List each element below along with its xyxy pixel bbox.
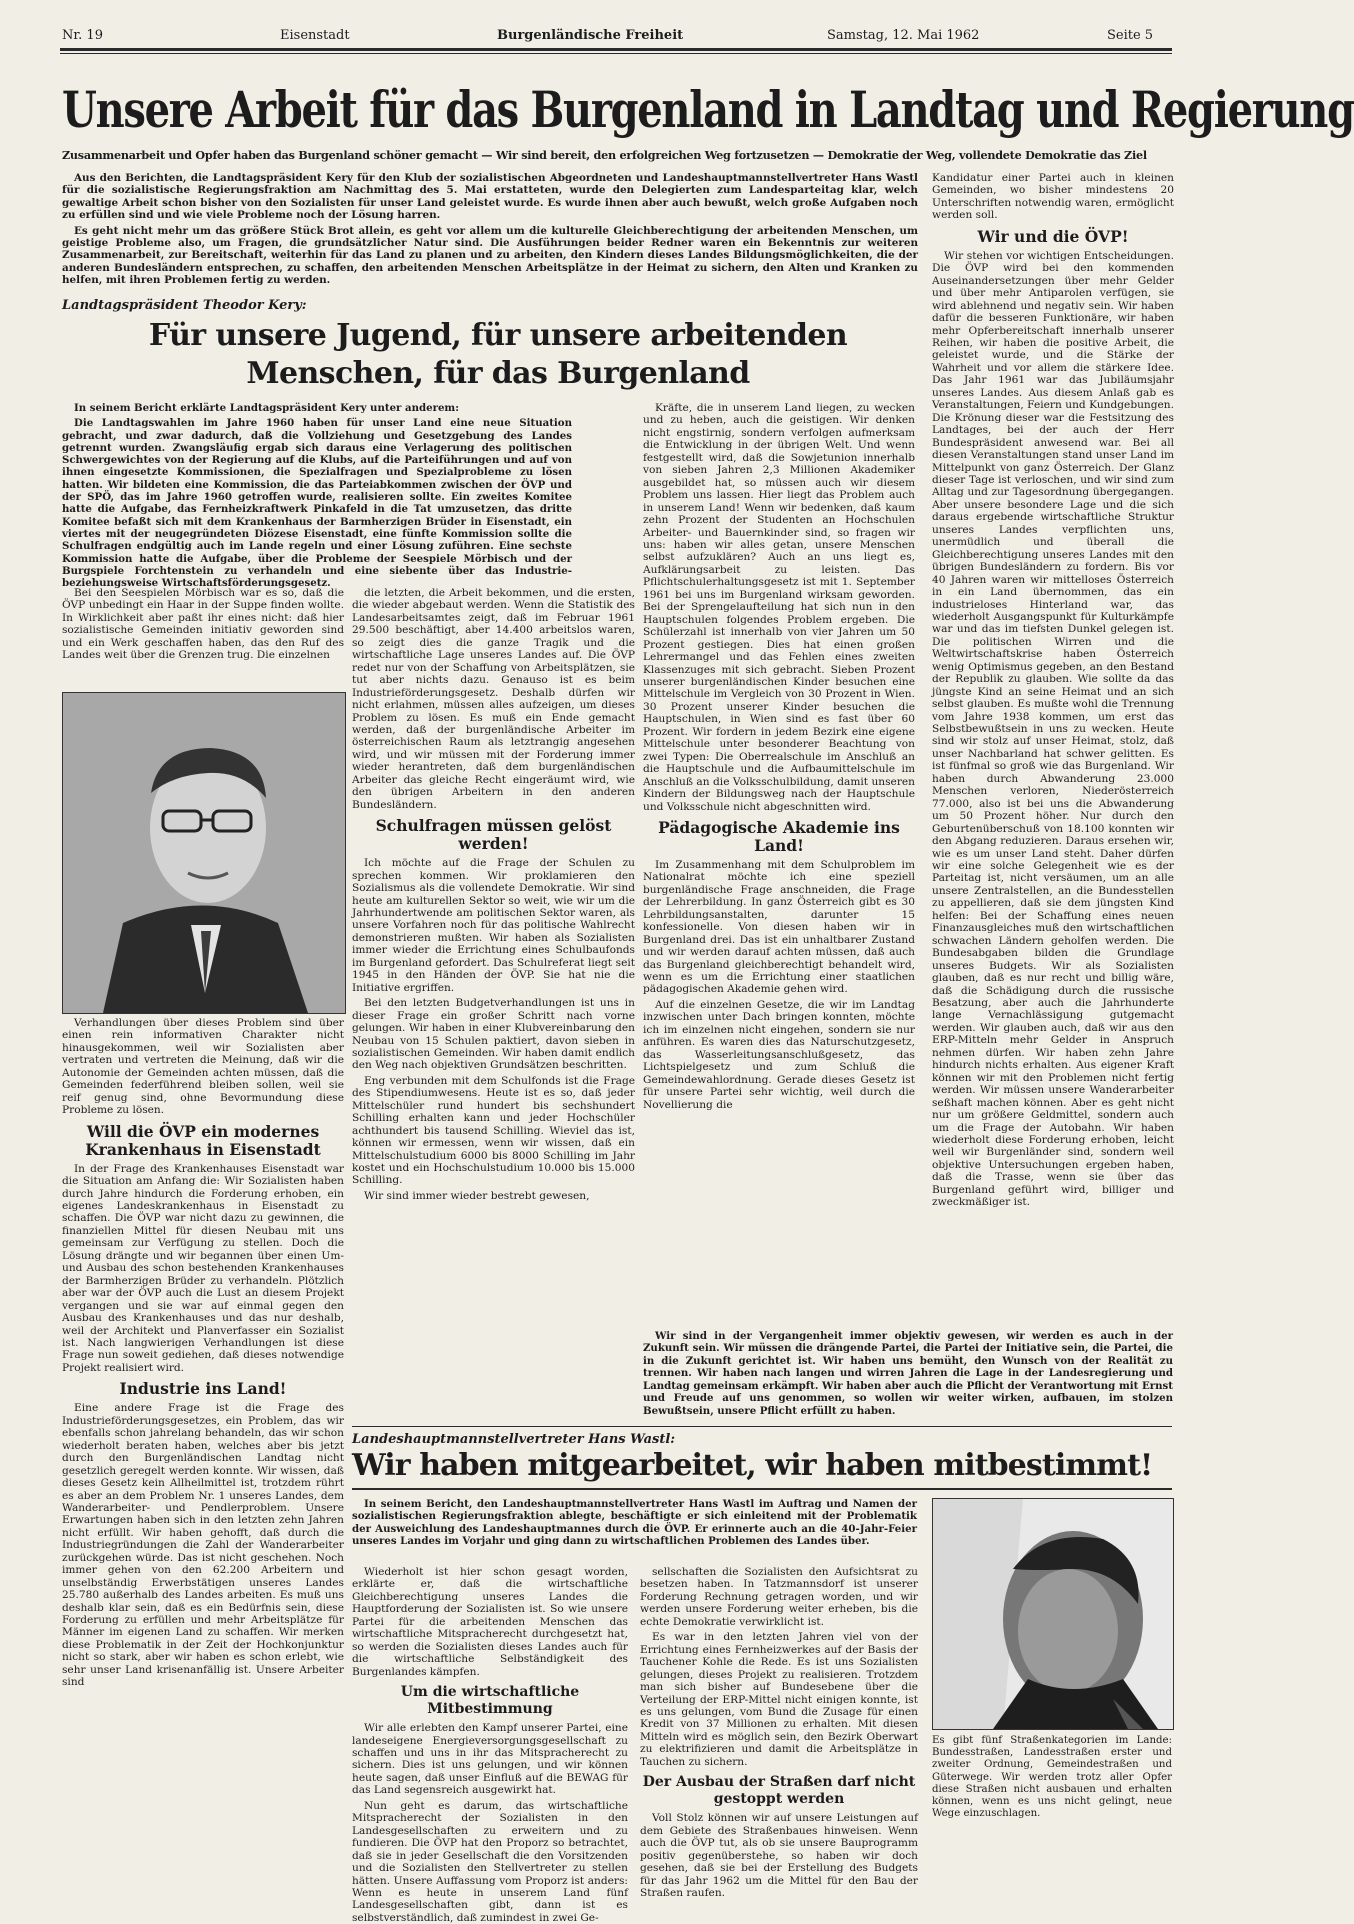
subhead-akademie: Pädagogische Akademie ins Land! (658, 817, 900, 855)
paragraph: Es war in den letzten Jahren viel von der Errichtung eines Fernheizwerkes auf der Basis der Tauchener Kohle die Rede. Es ist uns Sozialisten gelungen, dieses Projekt zu realisieren. Trotzdem man sich bisher auf Bundesebene über die Verteilung der ERP-Mittel nicht einigen konnte, ist es uns gelungen, vom Bund die Zusage für einen Kredit von 37 Millionen zu erhalten. Mit diesen Mitteln wird es möglich sein, den Bezirk Oberwart zu elektrifizieren und damit die Arbeitsplätze in Tauchen zu sichern. (640, 1631, 918, 1768)
kery-lead (62, 402, 572, 590)
page-number: Seite 5 (1107, 28, 1154, 43)
subhead-industrie: Industrie ins Land! (119, 1379, 287, 1399)
subhead-mitbestimmung: Um die wirtschaftliche Mitbestimmung (400, 1684, 580, 1718)
wastl-colA (352, 1566, 628, 1924)
subhead-krankenhaus: Will die ÖVP ein modernes Krankenhaus in Eisenstadt (85, 1121, 321, 1159)
section2-rule-top (352, 1426, 1172, 1427)
paragraph: Im Zusammenhang mit dem Schulproblem im Nationalrat möchte ich eine speziell burgenländische Frage anschneiden, die Frage der Lehrerbildung. In ganz Österreich gibt es 30 Lehrbildungsanstalten, darunter 15 konfessionelle. Von diesen haben wir in Burgenland drei. Das ist ein unhaltbarer Zustand und wir werden darauf achten müssen, daß auch das Burgenland gleichberechtigt behandelt wird, wenn es um die Errichtung einer staatlichen pädagogischen Akademie gehen wird. (643, 858, 915, 996)
wastl-colB (640, 1566, 918, 1899)
wastl-portrait (932, 1498, 1174, 1730)
sub-headline: Zusammenarbeit und Opfer haben das Burgenland schöner gemacht — Wir sind bereit, den erfolgreichen Weg fortzusetzen — Demokratie der Weg, vollendete Demokratie das Ziel (62, 148, 1147, 162)
issue-date: Samstag, 12. Mai 1962 (827, 28, 980, 43)
wastl-photo-caption: Es gibt fünf Straßenkategorien im Lande: Bundesstraßen, Landesstraßen erster und zweiter Ordnung, Gemeindestraßen und Güterwege. Wir werden trotz aller Opfer diese Straßen nicht ausbauen und erhalten können, wenn es uns nicht gelingt, neue Wege einzuschlagen. (932, 1735, 1172, 1820)
paragraph: Wir sind immer wieder bestrebt gewesen, (364, 1189, 590, 1202)
paragraph: Bei den letzten Budgetverhandlungen ist uns in dieser Frage ein großer Schritt nach vorne gelungen. Wir haben in einer Klubvereinbarung den Neubau von 15 Schulen paktiert, davon sieben in sozialistischen Gemeinden. Wir haben damit endlich den Weg nach objektiven Grundsätzen beschritten. (352, 997, 635, 1072)
subhead-wir-oevp: Wir und die ÖVP! (977, 226, 1129, 246)
section2-rule (352, 1488, 1172, 1490)
paragraph: In seinem Bericht, den Landeshauptmannstellvertreter Hans Wastl im Auftrag und Namen der sozialistischen Regierungsfraktion ablegte, beschäftigte er sich einleitend mit der Problematik der Ausweichlung des Landeshauptmannes durch die ÖVP. Er erinnerte auch an die 40-Jahr-Feier unseres Landes im Vorjahr und ging dann zu wirtschaftlichen Problemen des Landes über. (352, 1498, 917, 1548)
kery-portrait (62, 692, 346, 1014)
main-headline: Unsere Arbeit für das Burgenland in Landtag und Regierung (62, 80, 1354, 140)
masthead-rule-thin (60, 53, 1172, 54)
paragraph: sellschaften die Sozialisten den Aufsichtsrat zu besetzen haben. In Tatzmannsdorf ist unserer Forderung Rechnung getragen worden, und wir werden unsere Forderung weiter erheben, bis die echte Demokratie verwirklicht ist. (640, 1566, 918, 1628)
intro-paragraph: Aus den Berichten, die Landtagspräsident Kery für den Klub der sozialistischen Abgeordneten und Landeshauptmannstellvertreter Hans Wastl für die sozialistische Regierungsfraktion am Nachmittag des 5. Mai erstatteten, wurde den Delegierten zum Landesparteitag klar, welch gewaltige Arbeit schon bisher von den Sozialisten für unser Land geleistet wurde. Es wurde ihnen aber auch bewußt, welch große Aufgaben noch zu erfüllen sind und wie viele Probleme noch der Lösung harren. (62, 172, 918, 222)
paragraph: Kandidatur einer Partei auch in kleinen Gemeinden, wo bisher mindestens 20 Unterschriften notwendig waren, ermöglicht werden soll. (932, 172, 1174, 222)
paragraph: Voll Stolz können wir auf unsere Leistungen auf dem Gebiete des Straßenbaues hinweisen. Wenn auch die ÖVP tut, als ob sie unsere Bauprogramm positiv gegenüberstehe, so haben wir doch gesehen, daß sie bei der Erstellung des Budgets für das Jahr 1962 um die Mittel für den Bau der Straßen raufen. (640, 1812, 918, 1899)
wastl-headline: Wir haben mitgearbeitet, wir haben mitbestimmt! (352, 1448, 1153, 1483)
paragraph: In der Frage des Krankenhauses Eisenstadt war die Situation am Anfang die: Wir Sozialisten haben durch Jahre hindurch die Forderung erhoben, ein eigenes Landeskrankenhaus in Eisenstadt zu schaffen. Die ÖVP war nicht dazu zu gewinnen, die finanziellen Mittel für diesen Neubau mit uns gemeinsam zur Verfügung zu stellen. Doch die Lösung drängte und wir begannen über einen Um- und Ausbau des schon bestehenden Krankenhauses der Barmherzigen Brüder zu verhandeln. Plötzlich aber war der ÖVP auch die Lust an diesem Projekt vergangen und sie war auf einmal gegen den Ausbau des Krankenhauses und das nur deshalb, weil der Architekt und Planverfasser ein Sozialist ist. Nach langwierigen Verhandlungen ist diese Frage nun soweit gediehen, daß dieses notwendige Projekt realisiert wird. (62, 1162, 344, 1374)
intro-text (62, 172, 918, 288)
kery-col1-top (62, 587, 344, 677)
kery-col2 (352, 587, 635, 1322)
issue-number: Nr. 19 (62, 28, 103, 43)
lead-paragraph: Die Landtagswahlen im Jahre 1960 haben für unser Land eine neue Situation gebracht, und zwar dadurch, daß die Vollziehung und Gesetzgebung des Landes getrennt wurden. Zwangsläufig ergab sich daraus eine Verlagerung des politischen Schwergewichtes von der Regierung auf die Klubs, auf die Parteiführungen und auf von ihnen eingesetzte Kommissionen, die Spezialfragen und Spezialprobleme zu lösen hatten. Wir bildeten eine Kommission, die das Parteiabkommen zwischen der ÖVP und der SPÖ, das im Jahre 1960 getroffen wurde, realisieren sollte. Ein zweites Komitee hatte die Aufgabe, das Fernheizkraftwerk Pinkafeld in die Tat umzusetzen, das dritte Komitee befaßt sich mit dem Krankenhaus der Barmherzigen Brüder in Eisenstadt, ein viertes mit der neugegründeten Diözese Eisenstadt, eine fünfte Kommission sollte die Schulfragen endgültig auch im Lande regeln und einer Lösung zuführen. Eine sechste Kommission hatte die Aufgabe, über die Probleme der Seespiele Mörbisch und der Burgspiele Forchtenstein zu verhandeln und eine siebente über das Industrie- beziehungsweise Wirtschaftsförderungsgesetz. (62, 417, 572, 590)
paragraph: Bei den Seespielen Mörbisch war es so, daß die ÖVP unbedingt ein Haar in der Suppe finden wollte. In Wirklichkeit aber paßt ihr eines nicht: daß hier sozialistische Gemeinden initiativ geworden sind und ein Werk geschaffen haben, das den Ruf des Landes weit über die Grenzen trug. Die einzelnen (62, 587, 344, 662)
masthead (62, 28, 1172, 46)
kery-closing (643, 1330, 1173, 1422)
paragraph: Eng verbunden mit dem Schulfonds ist die Frage des Stipendiumwesens. Heute ist es so, daß jeder Mittelschüler rund hundert bis sechshundert Schilling erhalten kann und jeder Hochschüler achthundert bis tausend Schilling. Wieviel das ist, können wir ermessen, wenn wir wissen, daß ein Mittelschulstudium 6000 bis 8000 Schilling im Jahr kostet und ein Hochschulstudium 10.000 bis 15.000 Schilling. (352, 1074, 635, 1187)
paragraph: Wir stehen vor wichtigen Entscheidungen. Die ÖVP wird bei den kommenden Auseinandersetzungen über mehr Gelder und über mehr Antiparolen verfügen, sie wird ablehnend und negativ sein. Wir haben dafür die besseren Funktionäre, wir haben mehr Opferbereitschaft innerhalb unserer Reihen, wir haben die positive Arbeit, die geleistet wurde, und die Stärke der Wahrheit und vor allem die stärkere Idee. Das Jahr 1961 war das Jubiläumsjahr unseres Landes. Aus diesem Anlaß gab es Veranstaltungen, Feiern und Kundgebungen. Die Krönung dieser war die Festsitzung des Landtages, bei der auch der Herr Bundespräsident anwesend war. Bei all diesen Veranstaltungen stand unser Land im Mittelpunkt von ganz Österreich. Der Glanz dieser Tage ist verloschen, und wir sind zum Alltag und zur Tagesordnung übergegangen. Aber unsere besondere Lage und die sich daraus ergebende wirtschaftliche Struktur unseres Landes verpflichten uns, unermüdlich und überall die Gleichberechtigung unseres Landes mit den übrigen Bundesländern zu fordern. Bis vor 40 Jahren waren wir mittelloses Österreich in ein Land übernommen, das ein industrieloses Hinterland war, das wiederholt Ausgangspunkt für Kulturkämpfe war und das im tiefsten Dunkel gelegen ist. Die politischen Wirren und die Weltwirtschaftskrise haben Österreich wenig Optimismus gegeben, an den Bestand der Republik zu glauben. Wie sollte da das jüngste Kind an seine Heimat und an sich selbst glauben. Es mußte wohl die Trennung vom Jahre 1938 kommen, um erst das Selbstbewußtsein in uns zu wecken. Heute sind wir stolz auf unser Heimat, stolz, daß unser Nachbarland hat schwer gelitten. Es ist fünfmal so groß wie das Burgenland. Wir haben durch Abwanderung 23.000 Menschen verloren, Niederösterreich 77.000, also ist bei uns die Abwanderung um 50 Prozent höher. Nur durch den Geburtenüberschuß von 18.100 konnten wir den Abgang reduzieren. Daraus ersehen wir, wie es um unser Land steht. Daher dürfen wir eine solche Gelegenheit wie es der Parteitag ist, nicht versäumen, um an alle unsere Zentralstellen, an die Bundesstellen zu appellieren, daß sie dem jüngsten Kind helfen: Bei der Schaffung eines neuen Finanzausgleiches muß den wirtschaftlichen schwachen Ländern geholfen werden. Die Bundesabgaben bilden die Grundlage unseres Budgets. Wir als Sozialisten glauben, daß es nur recht und billig wäre, daß die Schädigung durch die russische Besatzung, aber auch die Jahrhunderte lange Vernachlässigung gutgemacht werden. Wir glauben auch, daß wir aus den ERP-Mitteln mehr Gelder in Anspruch nehmen dürfen. Wir haben zehn Jahre hindurch nichts erhalten. Aus eigener Kraft können wir mit den Problemen nicht fertig werden. Wir müssen unsere Wanderarbeiter seßhaft machen können. Aber es geht nicht nur um größere Geldmittel, sondern auch um die Frage der Autobahn. Wir haben wiederholt diese Forderung erhoben, leicht weil wir Burgenländer sind, sondern weil objektive Untersuchungen ergeben haben, daß die Trasse, wenn sie über das Burgenland geführt wird, billiger und zweckmäßiger ist. (932, 249, 1174, 1209)
paragraph: Nun geht es darum, das wirtschaftliche Mitspracherecht der Sozialisten in den Landesgesellschaften zu erweitern und zu fundieren. Die ÖVP hat den Proporz so betrachtet, daß sie in jeder Gesellschaft die den Vorsitzenden und die Sozialisten den Stellvertreter zu stellen hätten. Unsere Auffassung vom Proporz ist anders: Wenn es heute in unserem Land fünf Landesgesellschaften gibt, dann ist es selbstverständlich, daß zumindest in zwei Ge- (352, 1799, 628, 1924)
lead-paragraph: In seinem Bericht erklärte Landtagspräsident Kery unter anderem: (74, 402, 459, 414)
paragraph: Kräfte, die in unserem Land liegen, zu wecken und zu heben, auch die geistigen. Wir denken nicht engstirnig, sondern verfolgen aufmerksam die Entwicklung in der übrigen Welt. Und wenn festgestellt wird, daß die Sowjetunion innerhalb von sieben Jahren 2,3 Millionen Akademiker ausgebildet hat, so müssen auch wir diesem Problem uns lassen. Hier liegt das Problem auch in unserem Land! Wenn wir bedenken, daß kaum zehn Prozent der Studenten an Hochschulen Arbeiter- und Bauernkinder sind, so fragen wir uns: haben wir alles getan, unsere Menschen selbst aufzuklären? Auch an uns liegt es, Aufklärungsarbeit zu leisten. Das Pflichtschulerhaltungsgesetz ist mit 1. September 1961 bei uns im Burgenland wirksam geworden. Bei der Sprengelaufteilung hat sich nun in den Hauptschulen folgendes Problem ergeben. Die Schülerzahl ist innerhalb von vier Jahren um 50 Prozent gestiegen. Dies hat einen großen Lehrermangel und das Fehlen eines zweiten Klassenzuges mit sich gebracht. Sieben Prozent unserer burgenländischen Kinder besuchen eine Mittelschule im Vergleich von 30 Prozent in Wien. 30 Prozent unserer Kinder besuchen die Hauptschulen, in Wien sind es fast über 60 Prozent. Wir fordern in jedem Bezirk eine eigene Mittelschule unter besonderer Beachtung von zwei Typen: Die Oberrealschule im Anschluß an die Hauptschule und die Aufbaumittelschule im Anschluß an die Volksschulbildung, damit unseren Kindern der Bildungsweg nach der Hauptschule und Volksschule nicht abgeschnitten wird. (643, 402, 915, 813)
paragraph: Wir sind in der Vergangenheit immer objektiv gewesen, wir werden es auch in der Zukunft sein. Wir müssen die drängende Partei, die Partei der Initiative sein, die Partei, die in die Zukunft gerichtet ist. Wir haben uns bemüht, den Wunsch von der Realität zu trennen. Wir haben nach langen und wirren Jahren die Lage in der Landesregierung und Landtag gemeinsam erkämpft. Wir haben aber auch die Pflicht der Verantwortung mit Ernst und Freude auf uns genommen, so wollen wir weiter wirken, aufbauen, im stolzen Bewußtsein, unsere Pflicht erfüllt zu haben. (643, 1330, 1173, 1417)
paragraph: Auf die einzelnen Gesetze, die wir im Landtag inzwischen unter Dach bringen konnten, möchte ich im einzelnen nicht eingehen, sondern sie nur anführen. Es waren dies das Naturschutzgesetz, das Wasserleitungsanschlußgesetz, das Lichtspielgesetz und zum Schluß die Gemeindewahlordnung. Gerade dieses Gesetz ist für unsere Partei sehr wichtig, weil durch die Novellierung die (643, 998, 915, 1111)
paper-name: Burgenländische Freiheit (497, 28, 684, 43)
paragraph: Verhandlungen über dieses Problem sind über einen rein informativen Charakter nicht hinausgekommen, weil wir Sozialisten aber vertraten und vertreten die Meinung, daß wir die Autonomie der Gemeinden achten müssen, daß die Gemeinden federführend bleiben sollen, weil sie reif genug sind, ohne Bevormundung diese Probleme zu lösen. (62, 1017, 344, 1117)
intro-paragraph: Es geht nicht mehr um das größere Stück Brot allein, es geht vor allem um die kulturelle Gleichberechtigung der arbeitenden Menschen, um geistige Probleme also, um Fragen, die grundsätzlicher Natur sind. Die Ausführungen beider Redner waren ein Bekenntnis zur weiteren Zusammenarbeit, zur Bereitschaft, weiterhin für das Land zu planen und zu arbeiten, den Kindern dieses Landes Bildungsmöglichkeiten, die der anderen Bundesländern entsprechen, zu schaffen, den arbeitenden Menschen Arbeitsplätze in der Heimat zu sichern, den Alten und Kranken zu helfen, mit ihren Problemen fertig zu werden. (62, 224, 918, 287)
kery-kicker: Landtagspräsident Theodor Kery: (62, 298, 307, 313)
kery-headline-line2: Menschen, für das Burgenland (246, 356, 750, 391)
wastl-kicker: Landeshauptmannstellvertreter Hans Wastl: (352, 1432, 676, 1447)
subhead-schulfragen: Schulfragen müssen gelöst werden! (375, 816, 612, 854)
paragraph: Ich möchte auf die Frage der Schulen zu sprechen kommen. Wir proklamieren den Sozialismus als die vollendete Demokratie. Wir sind heute am kulturellen Sektor so weit, wie wir um die Jahrhundertwende am politischen Sektor waren, als unsere Vorfahren noch für das politische Wahlrecht demonstrieren mußten. Wir haben als Sozialisten immer wieder die Errichtung eines Schulbaufonds im Burgenland gefordert. Das Schulreferat liegt seit 1945 in den Händen der ÖVP. Sie hat nie die Initiative ergriffen. (352, 857, 635, 994)
place: Eisenstadt (280, 28, 350, 43)
masthead-rule (60, 48, 1172, 51)
paragraph: Wiederholt ist hier schon gesagt worden, erklärte er, daß die wirtschaftliche Gleichberechtigung unseres Landes die Hauptforderung der Sozialisten ist. So wie unsere Partei für die arbeitenden Menschen das wirtschaftliche Mitspracherecht durchgesetzt hat, so werden die Sozialisten dieses Landes auch für die wirtschaftliche Selbständigkeit des Burgenlandes kämpfen. (352, 1566, 628, 1678)
paragraph: Wir alle erlebten den Kampf unserer Partei, eine landeseigene Energieversorgungsgesellschaft zu schaffen und uns in ihr das Mitspracherecht zu sichern. Dies ist uns gelungen, und wir können heute sagen, daß unser Einfluß auf die BEWAG für das Land segensreich ausgewirkt hat. (352, 1722, 628, 1797)
kery-col4 (932, 172, 1174, 1322)
kery-headline-line1: Für unsere Jugend, für unsere arbeitenden (148, 318, 848, 353)
wastl-lead (352, 1498, 917, 1558)
subhead-strassen: Der Ausbau der Straßen darf nicht gestoppt werden (642, 1774, 916, 1808)
kery-col1-bottom (62, 1017, 344, 1717)
kery-col3 (643, 402, 915, 1322)
paragraph: die letzten, die Arbeit bekommen, und die ersten, die wieder abgebaut werden. Wenn die Statistik des Landesarbeitsamtes zeigt, daß im Februar 1961 29.500 beschäftigt, aber 14.400 arbeitslos waren, so zeigt dies die ganze Tragik und die wirtschaftliche Lage unseres Landes auf. Die ÖVP redet nur von der Schaffung von Arbeitsplätzen, sie tut aber nichts dazu. Genauso ist es beim Industrieförderungsgesetz. Deshalb dürfen wir nicht erlahmen, müssen alles aufzeigen, um dieses Problem zu lösen. Es muß ein Ende gemacht werden, daß der burgenländische Arbeiter im österreichischen Raum als letztrangig angesehen wird, und wir müssen mit der Forderung immer wieder herantreten, daß dem burgenländischen Arbeiter das gleiche Recht eingeräumt wird, wie den übrigen Arbeitern in den anderen Bundesländern. (352, 587, 635, 811)
paragraph: Eine andere Frage ist die Frage des Industrieförderungsgesetzes, ein Problem, das wir ebenfalls schon jahrelang behandeln, das wir schon wiederholt beraten haben, welches aber bis jetzt durch den Burgenländischen Landtag nicht gesetzlich geregelt werden konnte. Wir wissen, daß dieses Gesetz kein Allheilmittel ist, trotzdem rührt es aber an dem Problem Nr. 1 unseres Landes, dem Wanderarbeiter- und Pendlerproblem. Unsere Erwartungen haben sich in den letzten zehn Jahren nicht erfüllt. Wir haben gehofft, daß durch die Industriegründungen die Zahl der Wanderarbeiter zurückgehen würde. Das ist nicht geschehen. Noch immer gehen von den 62.200 Arbeitern und unselbständig Erwerbstätigen unseres Landes 25.780 außerhalb des Landes arbeiten. Es muß uns deshalb klar sein, daß es ein Bedürfnis sein, diese Forderung zu erfüllen und mehr Arbeitsplätze für Männer im eigenen Land zu schaffen. Wir merken diese Problematik in der Zeit der Hochkonjunktur nicht so stark, aber wir haben es schon erlebt, wie sehr unser Land krisenanfällig ist. Unsere Arbeiter sind (62, 1402, 344, 1689)
